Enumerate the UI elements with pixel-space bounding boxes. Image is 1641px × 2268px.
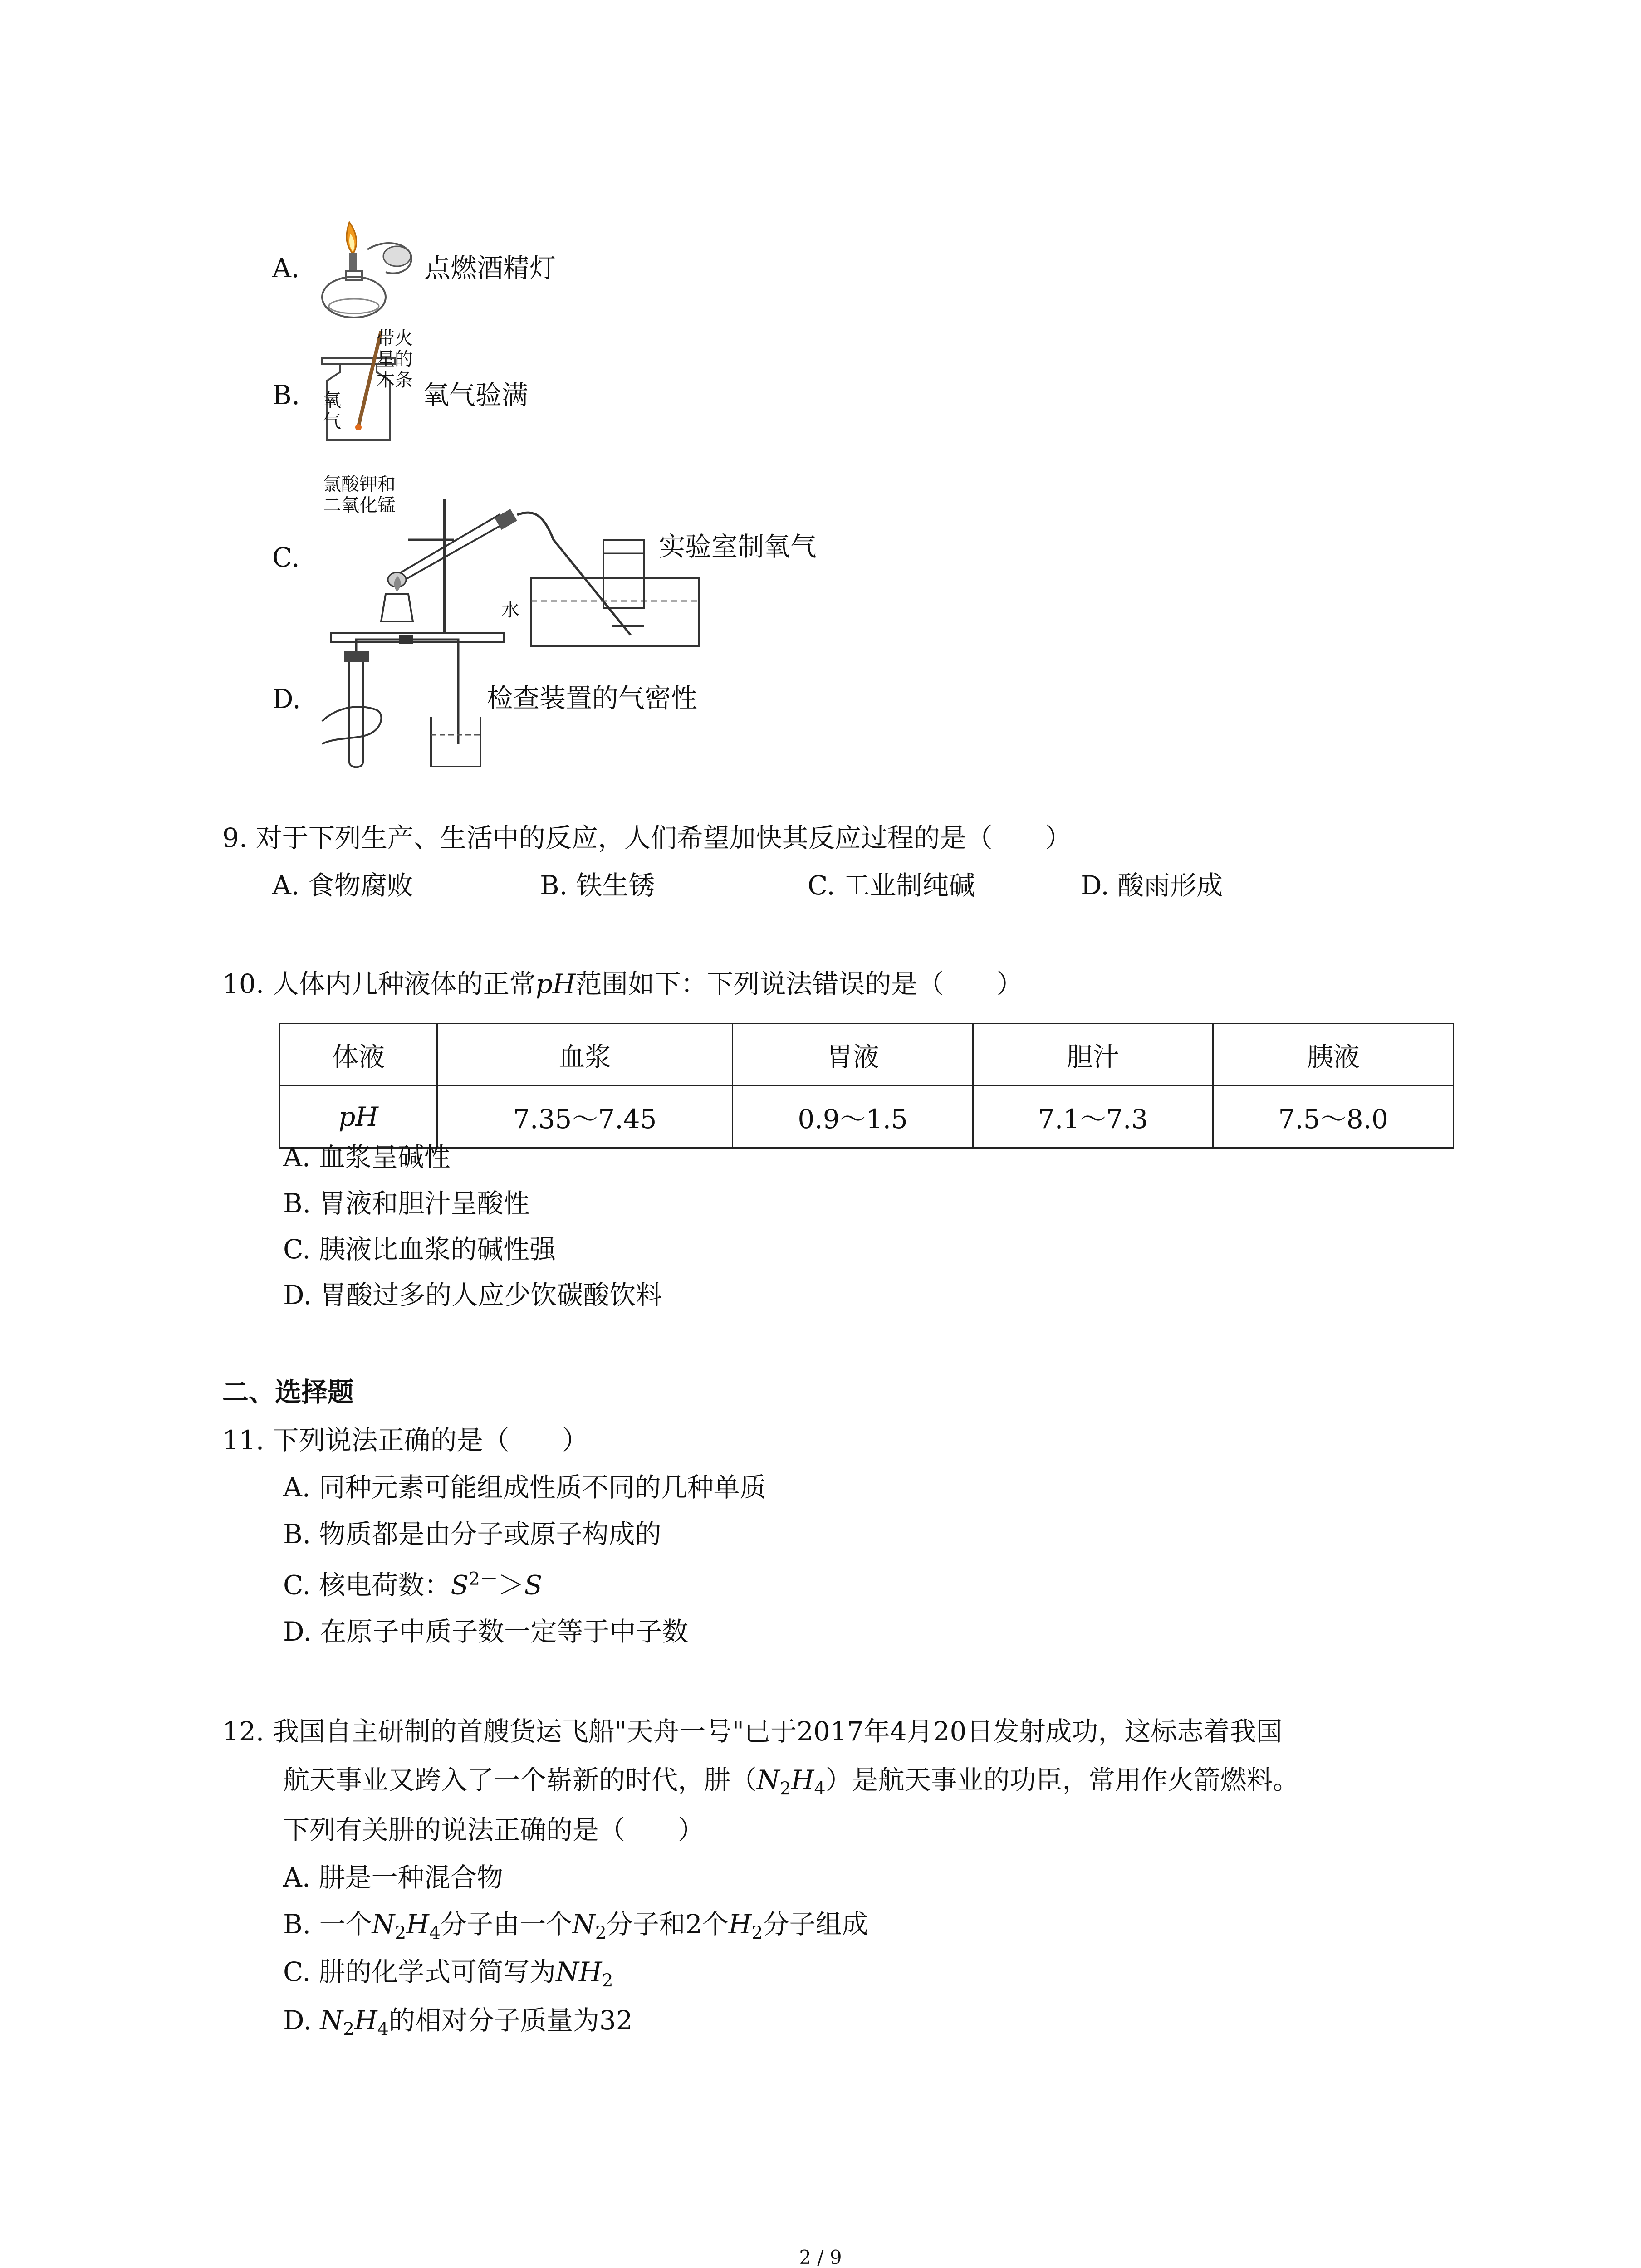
q11-option-a: A. 同种元素可能组成性质不同的几种单质 (283, 1472, 766, 1503)
label-oxygen: 氧 气 (323, 390, 341, 432)
section-title: 二、选择题 (222, 1377, 354, 1408)
q9-option-d: D. 酸雨形成 (1081, 870, 1223, 901)
label-wooden-stick: 带火 星的 木条 (377, 328, 413, 391)
table-cell: 7.1～7.3 (973, 1086, 1213, 1148)
alcohol-lamp-figure (318, 213, 426, 322)
q10-option-a: A. 血浆呈碱性 (283, 1142, 451, 1173)
q8-option-c-text: 实验室制氧气 (659, 531, 817, 562)
q8-option-a-letter: A. (272, 253, 300, 284)
q10-option-b: B. 胃液和胆汁呈酸性 (283, 1188, 530, 1219)
table-cell: 0.9～1.5 (733, 1086, 973, 1148)
q8-option-c-letter: C. (272, 542, 300, 573)
table-header-cell: 胆汁 (973, 1024, 1213, 1086)
table-cell: 7.35～7.45 (437, 1086, 733, 1148)
q8-option-b-letter: B. (272, 380, 300, 411)
q12-option-d: D. $N_2H_4$的相对分子质量为32 (283, 2005, 633, 2040)
q12-option-a: A. 肼是一种混合物 (283, 1862, 503, 1893)
table-row-label: pH (280, 1086, 437, 1148)
table-header-cell: 血浆 (437, 1024, 733, 1086)
table-header-cell: 体液 (280, 1024, 437, 1086)
q12-option-c: C. 肼的化学式可简写为$NH_2$ (283, 1956, 613, 1991)
label-water: 水 (501, 600, 519, 621)
q9-stem: 9. 对于下列生产、生活中的反应，人们希望加快其反应过程的是（ ） (222, 822, 1072, 853)
page-number: 2 / 9 (799, 2246, 842, 2268)
table-header-cell: 胃液 (733, 1024, 973, 1086)
q11-option-c: C. 核电荷数：$S^{2-}>S$ (283, 1569, 543, 1601)
q11-option-d: D. 在原子中质子数一定等于中子数 (283, 1616, 689, 1647)
q10-option-d: D. 胃酸过多的人应少饮碳酸饮料 (283, 1280, 662, 1310)
q8-option-a-text: 点燃酒精灯 (424, 253, 556, 284)
airtightness-check-figure (318, 631, 481, 776)
q9-option-a: A. 食物腐败 (272, 870, 413, 901)
table-row (280, 1086, 1454, 1148)
label-reagent: 氯酸钾和 二氧化锰 (323, 474, 396, 516)
q9-option-c: C. 工业制纯碱 (808, 870, 975, 901)
oxygen-preparation-figure (318, 490, 898, 653)
table-header-cell: 胰液 (1213, 1024, 1454, 1086)
q10-stem: 10. 人体内几种液体的正常pH范围如下：下列说法错误的是（ ） (222, 968, 1023, 999)
q8-option-d-text: 检查装置的气密性 (487, 683, 698, 714)
q12-line-3: 下列有关肼的说法正确的是（ ） (283, 1814, 705, 1845)
q12-option-b: B. 一个$N_2H_4$分子由一个$N_2$分子和2个$H_2$分子组成 (283, 1909, 868, 1944)
q11-option-b: B. 物质都是由分子或原子构成的 (283, 1519, 661, 1549)
q12-line-1: 12. 我国自主研制的首艘货运飞船"天舟一号"已于2017年4月20日发射成功，这标志着我国 (222, 1716, 1283, 1747)
q12-line-2: 航天事业又跨入了一个崭新的时代，肼$(N_2H_4)$是航天事业的功臣，常用作火箭燃料。 (283, 1765, 1299, 1799)
q8-option-d-letter: D. (272, 684, 301, 714)
q11-stem: 11. 下列说法正确的是（ ） (222, 1425, 588, 1456)
ph-table (279, 1023, 1454, 1149)
q10-option-c: C. 胰液比血浆的碱性强 (283, 1234, 556, 1265)
table-row (280, 1024, 1454, 1086)
table-cell: 7.5～8.0 (1213, 1086, 1454, 1148)
q9-option-b: B. 铁生锈 (540, 870, 655, 901)
q8-option-b-text: 氧气验满 (423, 380, 529, 411)
